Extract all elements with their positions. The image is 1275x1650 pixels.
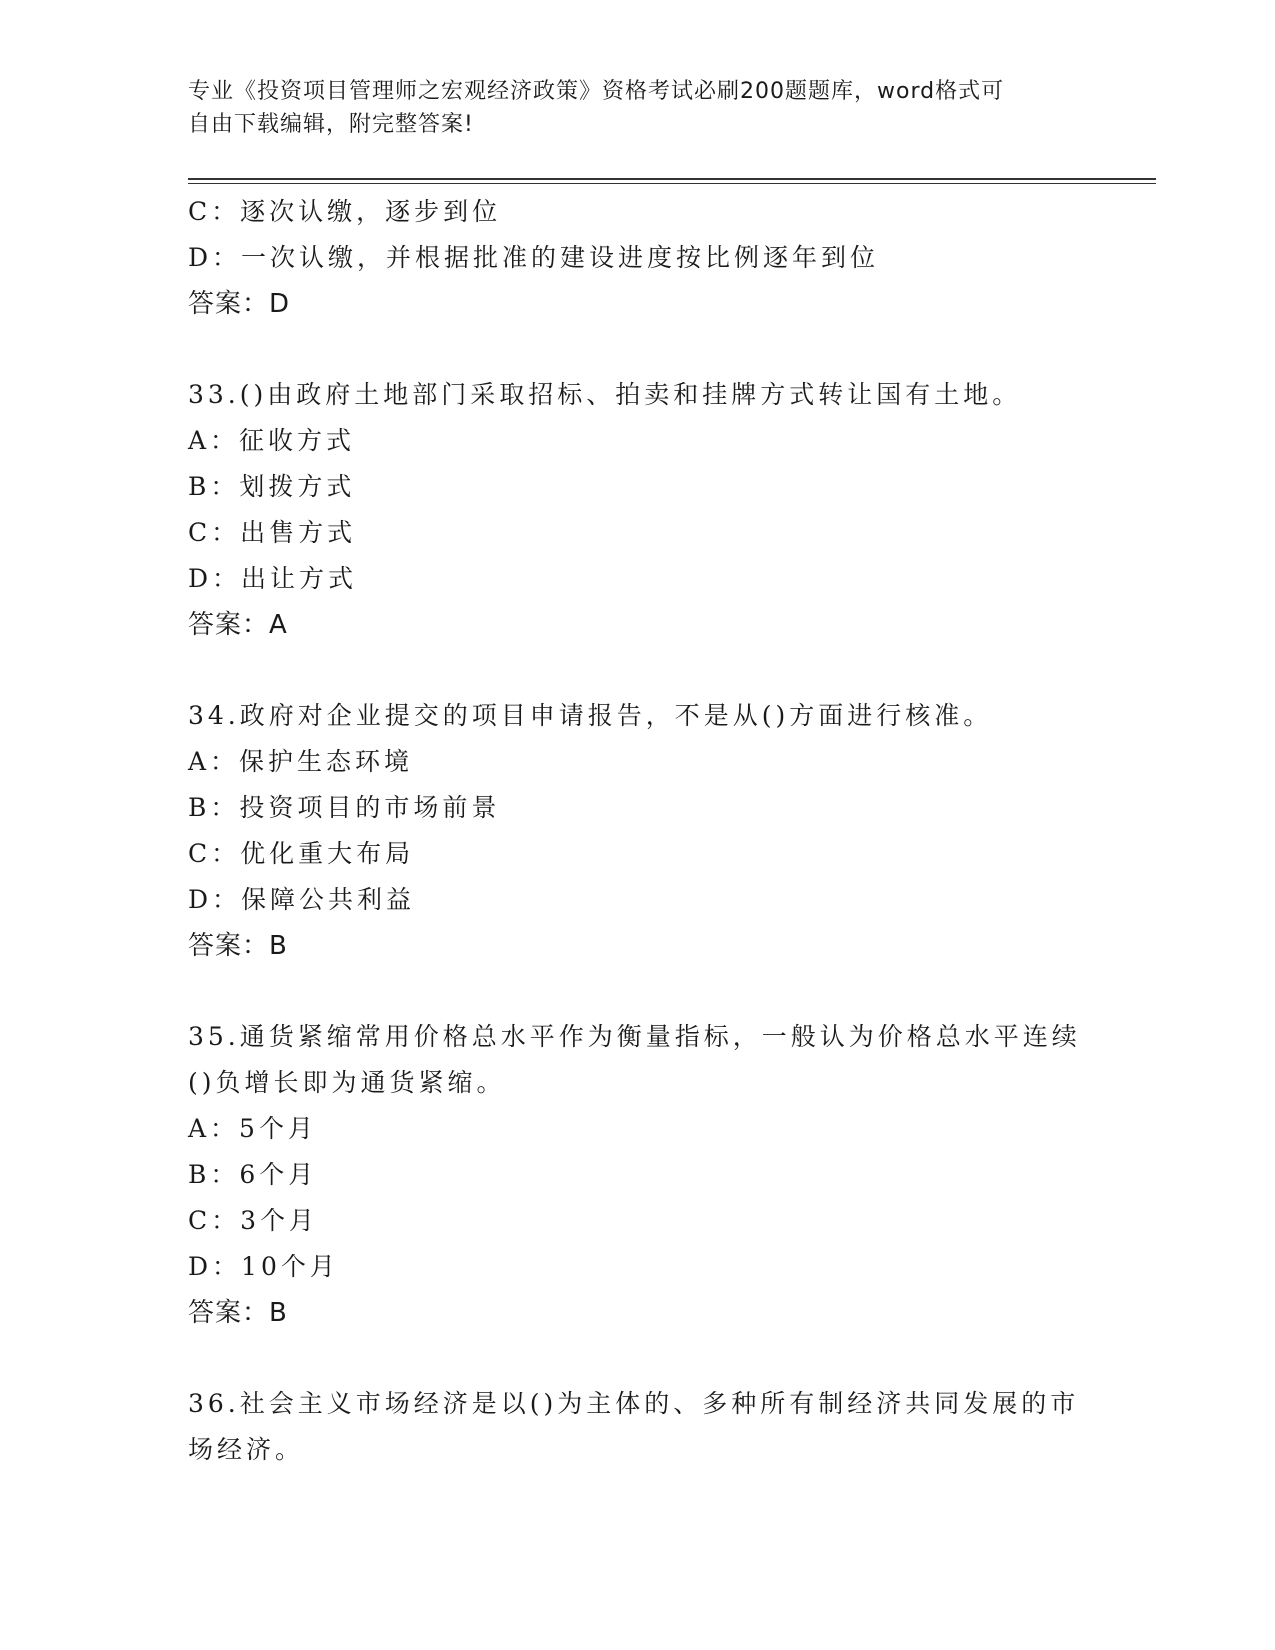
answer-line: 答案：D [188,289,291,319]
question-text-line-2: ()负增长即为通货紧缩。 [188,1068,506,1097]
header-divider-thick [188,178,1156,180]
answer-line: 答案：A [188,610,288,640]
question-text-line-1: 35.通货紧缩常用价格总水平作为衡量指标，一般认为价格总水平连续 [188,1022,1081,1051]
header-divider-thin [188,183,1156,184]
question-block-33 [188,372,1088,648]
option-d: D：一次认缴，并根据批准的建设进度按比例逐年到位 [188,243,880,272]
question-block-34 [188,693,1088,969]
question-block-35 [188,1014,1088,1336]
option-a: A：5个月 [188,1114,317,1143]
spacer [188,648,1088,693]
option-c: C：出售方式 [188,518,357,547]
option-b: B：投资项目的市场前景 [188,793,501,822]
option-d: D：10个月 [188,1252,339,1281]
header-line-2: 自由下载编辑，附完整答案! [188,112,474,137]
option-b: B：划拨方式 [188,472,356,501]
option-a: A：征收方式 [188,426,356,455]
document-header [188,75,1068,141]
option-b: B：6个月 [188,1160,318,1189]
option-c: C：逐次认缴，逐步到位 [188,197,502,226]
spacer [188,969,1088,1014]
question-block-36 [188,1381,1088,1473]
answer-line: 答案：B [188,931,288,961]
question-text-line-1: 36.社会主义市场经济是以()为主体的、多种所有制经济共同发展的市 [188,1389,1080,1418]
option-c: C：优化重大布局 [188,839,415,868]
option-d: D：出让方式 [188,564,358,593]
question-text-line-2: 场经济。 [188,1435,305,1464]
option-a: A：保护生态环境 [188,747,414,776]
spacer [188,1336,1088,1381]
question-block-32 [188,189,1088,327]
question-text: 33.()由政府土地部门采取招标、拍卖和挂牌方式转让国有土地。 [188,380,1022,409]
option-d: D：保障公共利益 [188,885,416,914]
question-text: 34.政府对企业提交的项目申请报告，不是从()方面进行核准。 [188,701,993,730]
option-c: C：3个月 [188,1206,319,1235]
header-line-1: 专业《投资项目管理师之宏观经济政策》资格考试必刷200题题库，word格式可 [188,79,1005,104]
question-list [188,189,1088,1473]
answer-line: 答案：B [188,1298,288,1328]
spacer [188,327,1088,372]
